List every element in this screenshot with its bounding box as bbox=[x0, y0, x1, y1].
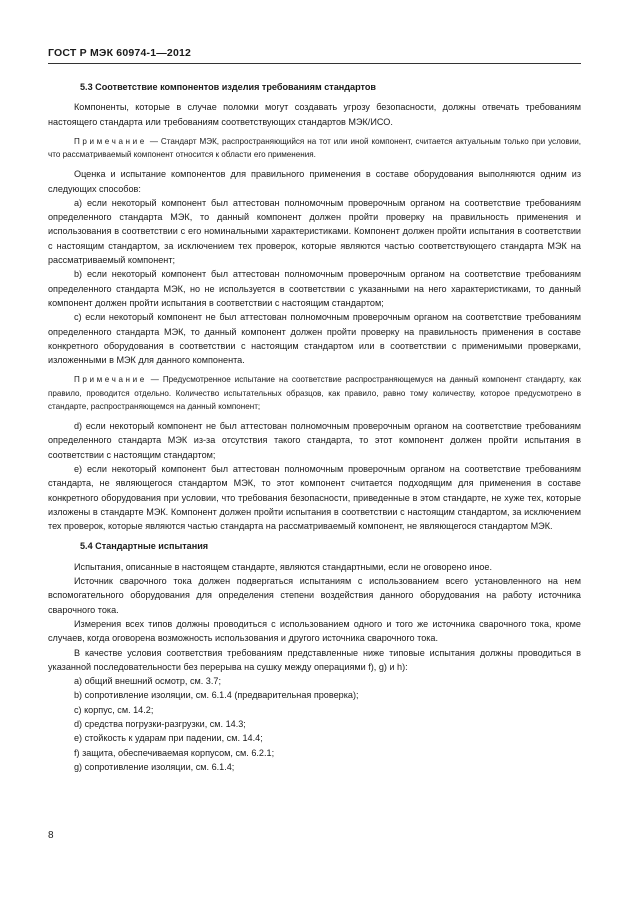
document-header: ГОСТ Р МЭК 60974-1—2012 bbox=[48, 47, 192, 59]
paragraph: Компоненты, которые в случае поломки могут создавать угрозу безопасности, должны отвечать требованиям настоящего стандарта или требованиям соответствующих стандартов МЭК/ИСО. bbox=[48, 102, 581, 127]
note-label: Примечание bbox=[74, 136, 147, 146]
list-item: b) если некоторый компонент был аттестован полномочным проверочным органом на соответствие требованиям определенного стандарта МЭК, но не используется в соответствии с указанными на него характеристиками, то данный компонент должен пройти испытания в соответствии с настоящим стандартом; bbox=[48, 269, 581, 308]
note bbox=[48, 373, 581, 413]
paragraph: В качестве условия соответствия требованиям представленные ниже типовые испытания должны проводиться в указанной последовательности без перерыва на сушку между операциями f), g) и h): bbox=[48, 647, 581, 672]
test-list-item: f) защита, обеспечиваемая корпусом, см. 6.2.1; bbox=[74, 747, 275, 758]
note-text: — Предусмотренное испытание на соответствие распространяющемуся на данный компонент стандарту, как правило, проводится отдельно. Количество испытательных образцов, как правило, равно тому количеству, которое предусмотрено в стандарте, распространяющемся на данный компонент; bbox=[48, 375, 581, 411]
test-list-item: c) корпус, см. 14.2; bbox=[74, 704, 154, 715]
note-text: — Стандарт МЭК, распространяющийся на тот или иной компонент, считается актуальным только при условии, что рассматриваемый компонент относится к области его применения. bbox=[48, 136, 581, 160]
paragraph: Испытания, описанные в настоящем стандарте, являются стандартными, если не оговорено иное. bbox=[74, 561, 492, 572]
test-list-item: e) стойкость к ударам при падении, см. 14.4; bbox=[74, 733, 263, 744]
test-list-item: g) сопротивление изоляции, см. 6.1.4; bbox=[74, 761, 235, 772]
test-list-item: b) сопротивление изоляции, см. 6.1.4 (предварительная проверка); bbox=[74, 690, 359, 701]
note bbox=[48, 135, 581, 161]
paragraph: Оценка и испытание компонентов для правильного применения в составе оборудования выполняются одним из следующих способов: bbox=[48, 169, 581, 194]
list-item: a) если некоторый компонент был аттестован полномочным проверочным органом на соответствие требованиям определенного стандарта МЭК, то данный компонент должен пройти проверку на правильность применения и использования в соответствии с его номинальными характеристиками. Компонент должен пройти испытания в соответствии с настоящим стандартом, за исключением тех проверок, которые являются частью соответствующего стандарта МЭК на рассматриваемый компонент; bbox=[48, 197, 581, 266]
section-5-4-title: 5.4 Стандартные испытания bbox=[80, 541, 209, 552]
test-list-item: d) средства погрузки-разгрузки, см. 14.3; bbox=[74, 719, 246, 729]
test-list-item: a) общий внешний осмотр, см. 3.7; bbox=[74, 676, 221, 687]
document-body bbox=[48, 80, 581, 774]
list-item: e) если некоторый компонент был аттестован полномочным проверочным органом на соответствие требованиям стандарта, не являющегося стандартом МЭК, то этот компонент считается подходящим для применения в составе конкретного оборудования при условии, что требования безопасности, приведенные в этом стандарте, не хуже тех, которые изложены в стандарте МЭК. Компонент должен пройти испытания в соответствии с настоящим стандартом, за исключением тех проверок, которые являются частью стандарта на рассматриваемый компонент, не являющегося стандартом МЭК. bbox=[48, 463, 581, 532]
paragraph: Источник сварочного тока должен подвергаться испытаниям с использованием всего установленного на нем вспомогательного оборудования для определения степени воздействия данного оборудования на работу источника сварочного тока. bbox=[48, 576, 581, 615]
note-label: Примечание bbox=[74, 375, 147, 385]
section-5-3-title: 5.3 Соответствие компонентов изделия требованиям стандартов bbox=[80, 82, 377, 92]
header-divider bbox=[48, 63, 581, 64]
list-item: d) если некоторый компонент не был аттестован полномочным проверочным органом на соответствие требованиям определенного стандарта МЭК из-за отсутствия такого стандарта, то этот компонент должен пройти испытания в соответствии с настоящим стандартом; bbox=[48, 421, 581, 460]
paragraph: Измерения всех типов должны проводиться с использованием одного и того же источника сварочного тока, кроме случаев, когда оговорена возможность использования и другого источника сварочного тока. bbox=[48, 618, 581, 644]
page-number: 8 bbox=[48, 830, 54, 841]
list-item: c) если некоторый компонент не был аттестован полномочным проверочным органом на соответствие требованиям определенного стандарта МЭК, то данный компонент должен пройти проверку на правильность применения в составе конкретного оборудования в соответствии с настоящим стандартом или в соответствии с применимыми проверками, изложенными в МЭК для данного компонента. bbox=[48, 312, 581, 366]
